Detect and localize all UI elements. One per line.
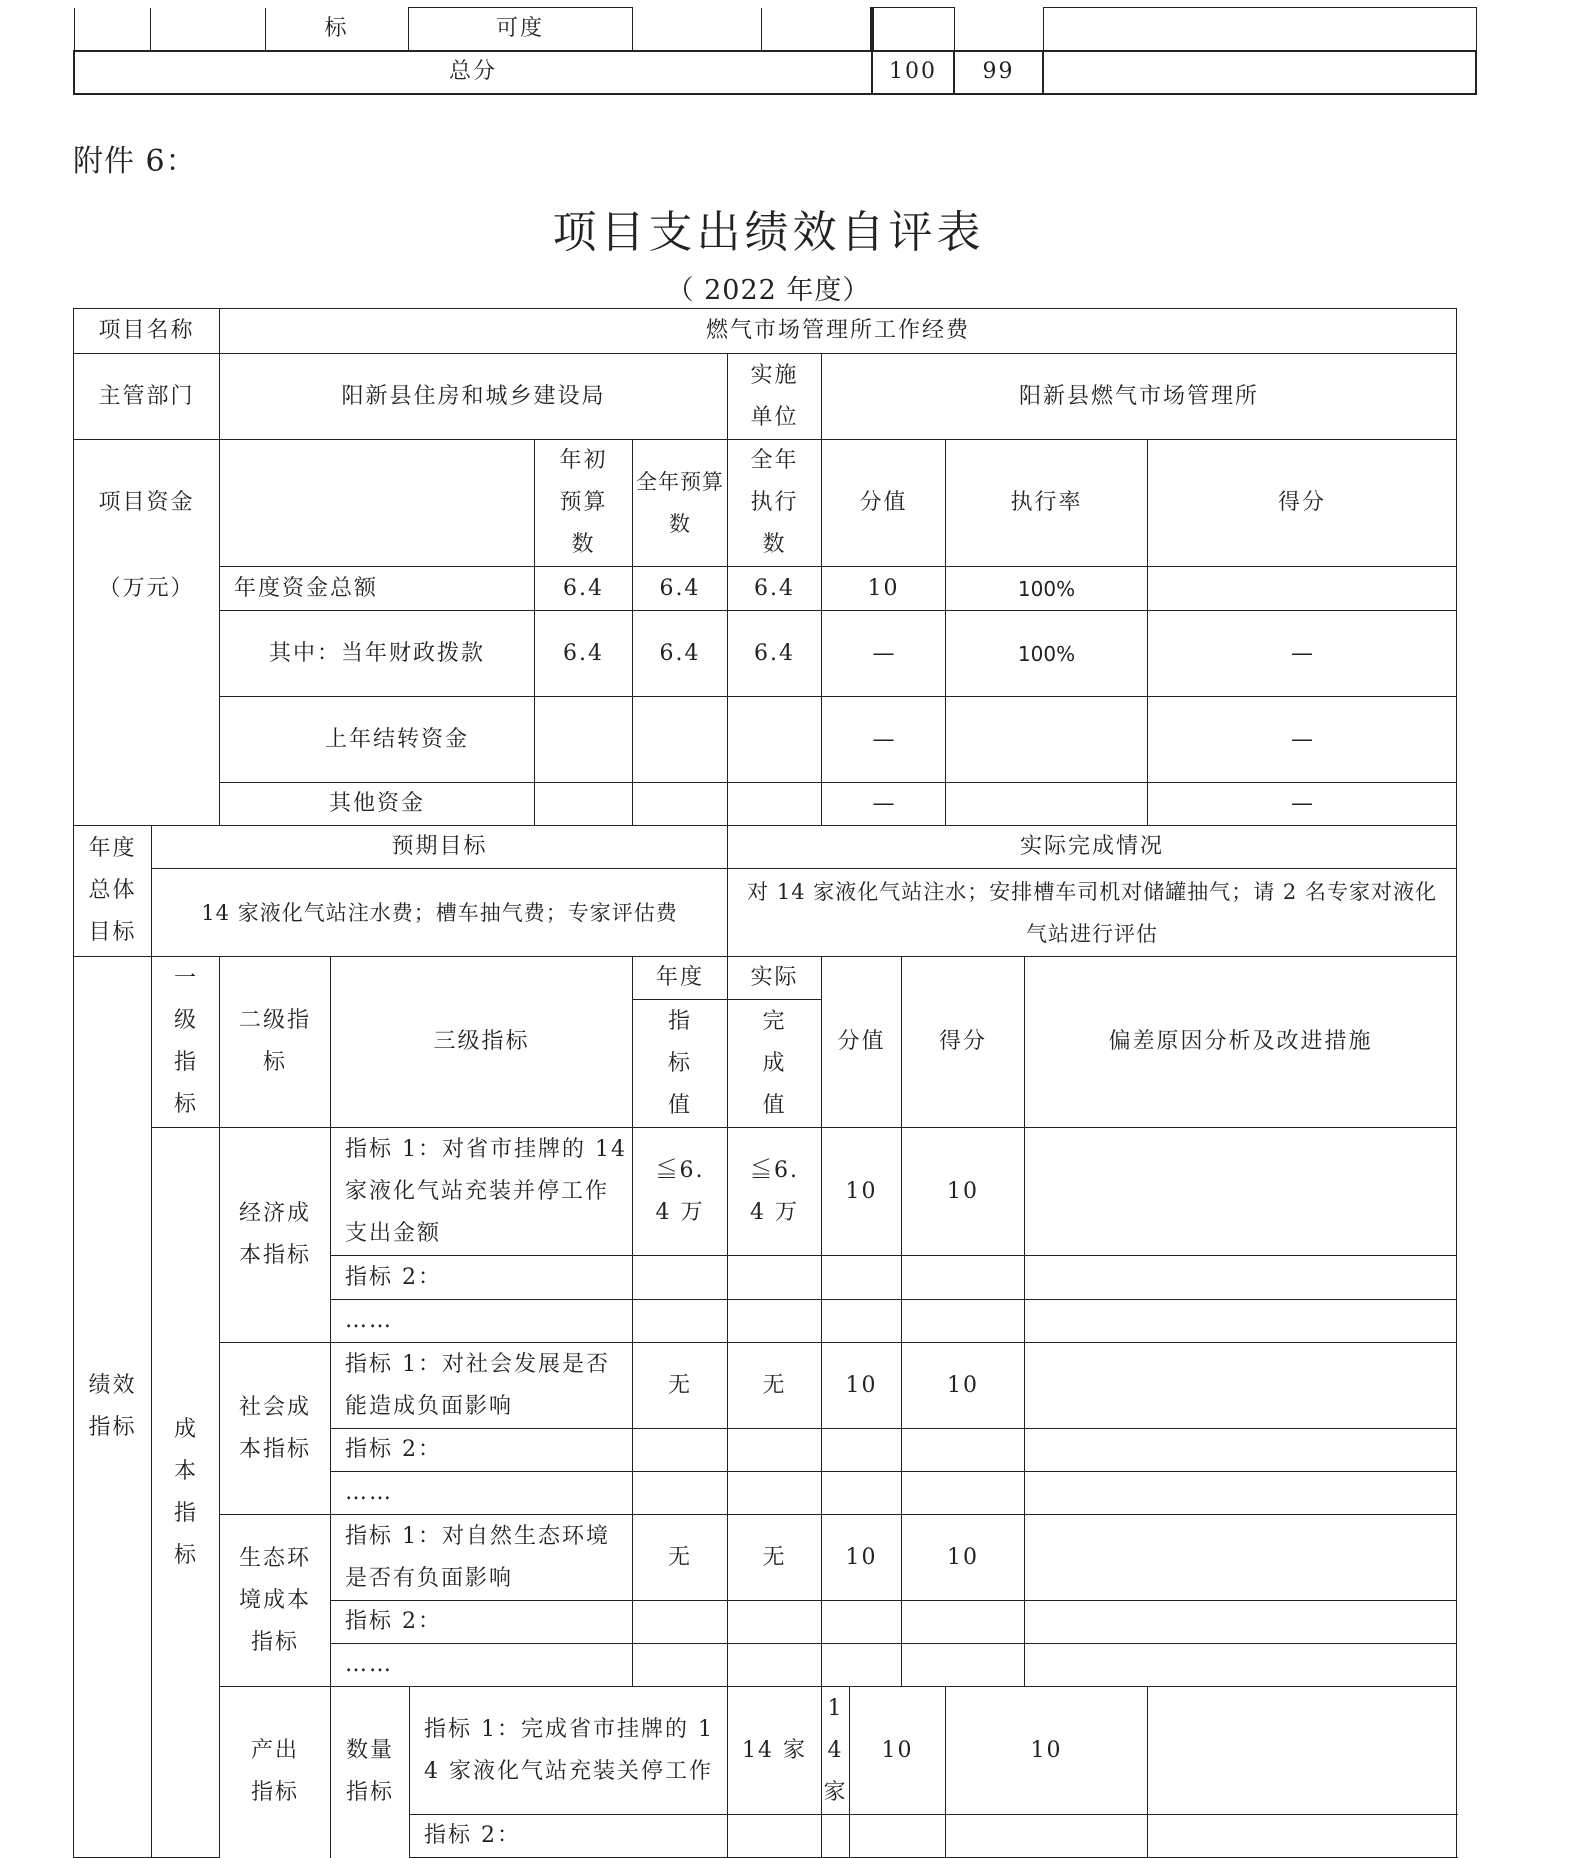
funds-row-score: — [1148,697,1457,783]
cell [633,1429,728,1472]
funds-row-points: — [822,697,946,783]
eco-indicator-2: 指标 2： [331,1601,633,1644]
funds-label: 项目资金 [74,440,220,567]
quantity-points: 10 [850,1687,946,1815]
quantity-target: 14 家 [728,1687,822,1815]
cell [822,1300,902,1343]
cell [728,1601,822,1644]
cell [633,1601,728,1644]
social-cost-label: 社会成本指标 [220,1343,331,1515]
fragment-cell [632,8,761,51]
header-actual-top: 实际 [728,957,822,1000]
dept-label: 主管部门 [74,354,220,440]
cell [728,1815,822,1858]
cost-indicators-label: 成本指标 [152,1128,220,1858]
funds-row-rate [946,783,1148,826]
funds-row-name: 其中：当年财政拨款 [220,611,535,697]
funds-unit: （万元） [74,567,220,611]
cell [1025,1256,1457,1300]
funds-row-points: 10 [822,567,946,611]
funds-row-initial: 6.4 [535,611,633,697]
funds-row-name: 年度资金总额 [220,567,535,611]
economic-score: 10 [902,1128,1025,1256]
fragment-cell-kedu: 可度 [408,8,632,51]
cell [633,1300,728,1343]
cell [728,1429,822,1472]
economic-target: ≦6.4 万 [633,1128,728,1256]
header-analysis: 偏差原因分析及改进措施 [1025,957,1457,1128]
cell [902,1472,1025,1515]
previous-table-fragment [73,7,1477,95]
output-indicators-label: 产出指标 [220,1687,331,1858]
fragment-cell [74,8,150,51]
project-table [73,308,1457,1858]
fragment-cell [761,8,872,51]
cell [902,1601,1025,1644]
economic-points: 10 [822,1128,902,1256]
fragment-cell [1043,8,1476,51]
cell [728,1644,822,1687]
fragment-cell [954,8,1043,51]
cell [902,1644,1025,1687]
social-points: 10 [822,1343,902,1429]
header-actual-bottom: 完成值 [728,1000,822,1128]
impl-unit-value: 阳新县燃气市场管理所 [822,354,1457,440]
header-points: 分值 [822,957,902,1128]
eco-cost-label: 生态环境成本指标 [220,1515,331,1687]
funds-header-annual: 全年预算数 [633,440,728,567]
funds-blank [220,440,535,567]
funds-side-blank [74,697,220,783]
funds-row-rate [946,697,1148,783]
cell [822,1601,902,1644]
eco-target: 无 [633,1515,728,1601]
impl-unit-label: 实施单位 [728,354,822,440]
economic-indicator-2: 指标 2： [331,1256,633,1300]
funds-row-rate: 100% [946,611,1148,697]
cell [1025,1601,1457,1644]
economic-analysis [1025,1128,1457,1256]
cell [902,1256,1025,1300]
cell [822,1815,850,1858]
quantity-label: 数量指标 [331,1687,410,1858]
fragment-cell [872,8,954,51]
eco-analysis [1025,1515,1457,1601]
social-score: 10 [902,1343,1025,1429]
header-level1: 一级指标 [152,957,220,1128]
funds-header-score: 得分 [1148,440,1457,567]
funds-row-initial: 6.4 [535,567,633,611]
funds-row-annual: 6.4 [633,567,728,611]
funds-row-executed [728,697,822,783]
funds-row-annual: 6.4 [633,611,728,697]
goals-expected-header: 预期目标 [152,826,728,869]
page-title: 项目支出绩效自评表 [552,207,985,258]
funds-row-score [1148,567,1457,611]
funds-row-annual [633,697,728,783]
funds-row-executed: 6.4 [728,611,822,697]
header-level2: 二级指标 [220,957,331,1128]
cell [902,1300,1025,1343]
cell [850,1815,946,1858]
funds-row-annual [633,783,728,826]
project-name-value: 燃气市场管理所工作经费 [220,309,1457,354]
cell [1148,1815,1457,1858]
cell [902,1429,1025,1472]
quantity-analysis [1148,1687,1457,1815]
social-indicator-more: …… [331,1472,633,1515]
eco-indicator-1: 指标 1：对自然生态环境是否有负面影响 [331,1515,633,1601]
funds-row-name: 上年结转资金 [220,697,535,783]
goals-expected: 14 家液化气站注水费；槽车抽气费；专家评估费 [152,869,728,957]
social-analysis [1025,1343,1457,1429]
social-actual: 无 [728,1343,822,1429]
quantity-actual: 14 家 [822,1687,850,1815]
eco-actual: 无 [728,1515,822,1601]
quantity-indicator-2: 指标 2： [410,1815,728,1858]
total-score: 99 [954,51,1043,94]
social-target: 无 [633,1343,728,1429]
cell [822,1429,902,1472]
funds-row-executed [728,783,822,826]
project-name-label: 项目名称 [74,309,220,354]
funds-row-score: — [1148,783,1457,826]
cell [822,1472,902,1515]
economic-indicator-1: 指标 1：对省市挂牌的 14 家液化气站充装并停工作支出金额 [331,1128,633,1256]
goals-actual-header: 实际完成情况 [728,826,1457,869]
cell [1025,1472,1457,1515]
cell [822,1256,902,1300]
header-target-top: 年度 [633,957,728,1000]
dept-value: 阳新县住房和城乡建设局 [220,354,728,440]
cell [728,1256,822,1300]
funds-header-executed: 全年执行数 [728,440,822,567]
eco-indicator-more: …… [331,1644,633,1687]
eco-points: 10 [822,1515,902,1601]
cell [1025,1429,1457,1472]
funds-header-initial: 年初预算数 [535,440,633,567]
goals-label: 年度总体目标 [74,826,152,957]
cell [1025,1300,1457,1343]
social-indicator-2: 指标 2： [331,1429,633,1472]
funds-row-name: 其他资金 [220,783,535,826]
cell [946,1815,1148,1858]
funds-side-blank [74,611,220,697]
cell [633,1644,728,1687]
total-label: 总分 [74,51,872,94]
economic-cost-label: 经济成本指标 [220,1128,331,1343]
attachment-label: 附件 6： [73,144,197,179]
economic-indicator-more: …… [331,1300,633,1343]
funds-side-blank [74,783,220,826]
cell [1025,1644,1457,1687]
cell [728,1472,822,1515]
cell [633,1256,728,1300]
header-target-bottom: 指标值 [633,1000,728,1128]
funds-header-rate: 执行率 [946,440,1148,567]
goals-actual: 对 14 家液化气站注水；安排槽车司机对储罐抽气；请 2 名专家对液化气站进行评估 [728,869,1457,957]
economic-actual: ≦6.4 万 [728,1128,822,1256]
header-level3: 三级指标 [331,957,633,1128]
header-score: 得分 [902,957,1025,1128]
cell [728,1300,822,1343]
total-value: 100 [872,51,954,94]
funds-row-points: — [822,783,946,826]
funds-row-score: — [1148,611,1457,697]
social-indicator-1: 指标 1：对社会发展是否能造成负面影响 [331,1343,633,1429]
cell [633,1472,728,1515]
funds-row-initial [535,783,633,826]
funds-row-rate: 100% [946,567,1148,611]
fragment-cell-biao: 标 [265,8,408,51]
funds-row-initial [535,697,633,783]
indicators-section-label: 绩效指标 [74,957,152,1858]
fragment-cell [150,8,265,51]
funds-row-points: — [822,611,946,697]
quantity-score: 10 [946,1687,1148,1815]
funds-row-executed: 6.4 [728,567,822,611]
funds-header-points: 分值 [822,440,946,567]
eco-score: 10 [902,1515,1025,1601]
cell [822,1644,902,1687]
total-remark [1043,51,1476,94]
year-label: （ 2022 年度） [666,275,871,306]
quantity-indicator-1: 指标 1：完成省市挂牌的 14 家液化气站充装关停工作 [410,1687,728,1815]
